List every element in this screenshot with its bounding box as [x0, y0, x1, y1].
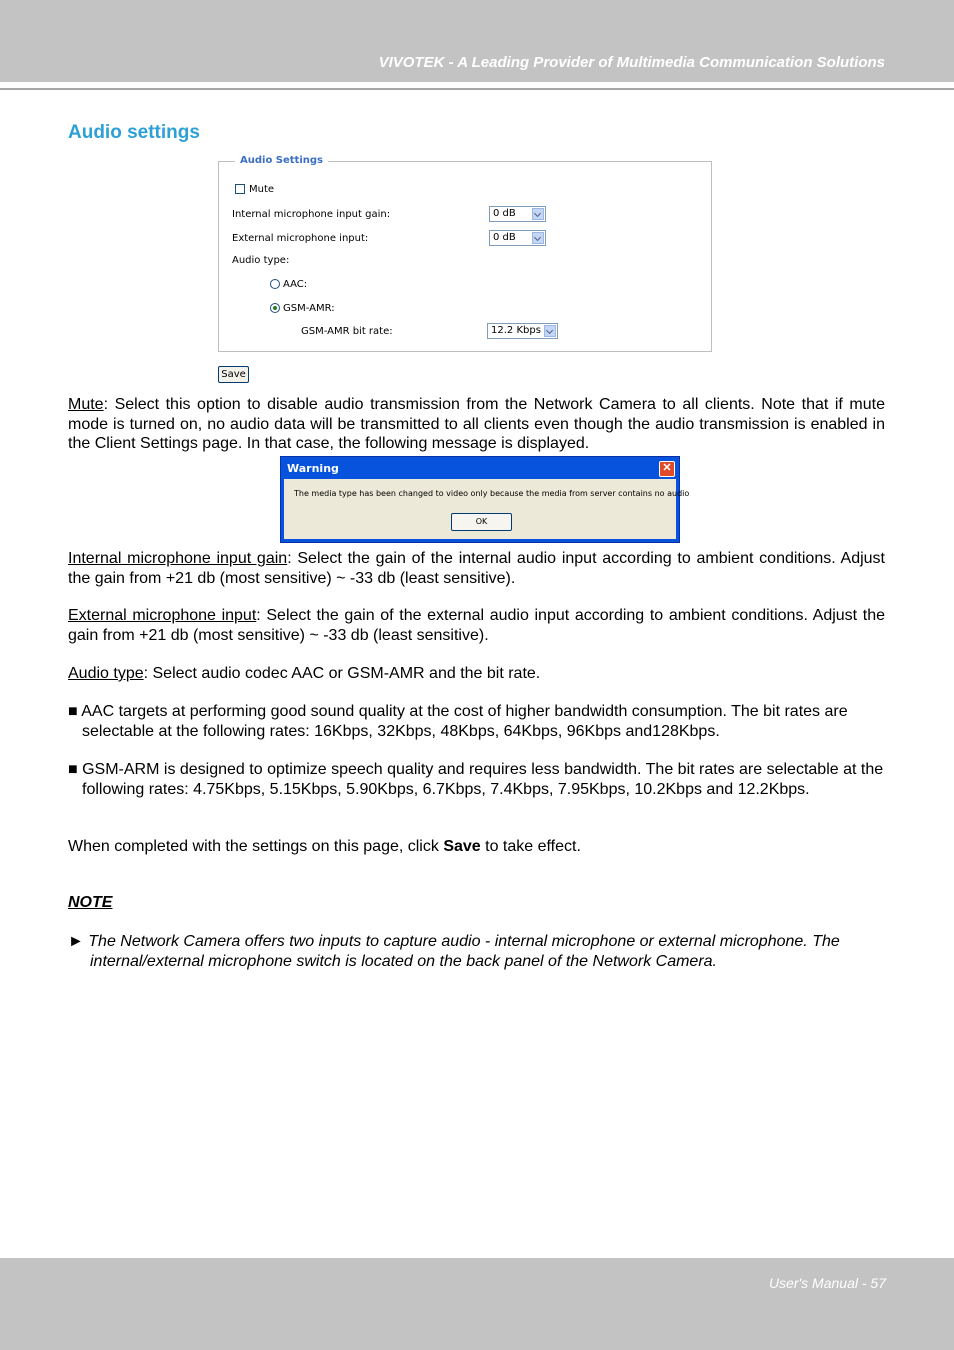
completion-text: [68, 837, 885, 857]
aac-label: AAC:: [283, 279, 308, 290]
mute-row: [235, 184, 274, 195]
gsm-rate-label: GSM-AMR bit rate:: [301, 326, 393, 337]
dialog-message: The media type has been changed to video only because the media from server contains no audio: [294, 489, 690, 498]
save-button[interactable]: Save: [218, 366, 249, 383]
page-number: User's Manual - 57: [768, 1275, 886, 1291]
audio-type-label: Audio type:: [232, 255, 290, 266]
external-gain-description: [68, 606, 885, 645]
note-text: ► The Network Camera offers two inputs to capture audio - internal microphone or external microphone. The internal/external microphone switch is located on the back panel of the Network Camera.: [68, 933, 840, 970]
dialog-title: Warning: [287, 462, 339, 475]
gsm-rate-value: 12.2 Kbps: [491, 325, 541, 336]
chevron-down-icon: [544, 325, 556, 337]
audio-type-description: [68, 664, 885, 684]
dialog-body: [284, 479, 690, 539]
internal-text: : Select the gain of the internal audio input according to ambient conditions. Adjust the gain from +21 db (most sensitive) ~ -33 db (least sensitive).: [68, 550, 886, 587]
mute-term: Mute: [68, 396, 104, 413]
section-title: Audio settings: [68, 122, 200, 143]
audio-settings-panel: [218, 155, 712, 352]
external-term: External microphone input: [68, 607, 257, 624]
audiotype-term: Audio type: [68, 665, 144, 682]
aac-row: [270, 279, 307, 290]
header-rule: [0, 88, 954, 90]
external-gain-select[interactable]: [489, 230, 546, 246]
warning-dialog: [280, 456, 690, 543]
external-gain-label: External microphone input:: [232, 233, 369, 244]
internal-gain-select[interactable]: [489, 206, 546, 222]
audiotype-text: : Select audio codec AAC or GSM-AMR and the bit rate.: [143, 665, 541, 682]
ok-button[interactable]: OK: [451, 513, 512, 531]
internal-gain-value: 0 dB: [493, 208, 516, 219]
external-gain-value: 0 dB: [493, 232, 516, 243]
internal-term: Internal microphone input gain: [68, 550, 288, 567]
note-title: NOTE: [68, 894, 113, 911]
completion-before: When completed with the settings on this page, click: [68, 838, 444, 855]
mute-text: : Select this option to disable audio transmission from the Network Camera to all clients. Note that if mute mode is turned on, no audio data will be transmitted to all clients even though the audio transmission is enabled in the Client Settings page. In that case, the following message is displayed.: [68, 396, 885, 452]
page-footer: [0, 1258, 954, 1350]
gsm-row: [270, 303, 335, 314]
panel-legend: Audio Settings: [235, 155, 328, 166]
save-keyword: Save: [443, 838, 481, 855]
header-title: VIVOTEK - A Leading Provider of Multimedia Communication Solutions: [378, 54, 885, 71]
aac-radio[interactable]: [270, 279, 280, 289]
gsm-rate-select[interactable]: [487, 323, 558, 339]
completion-after: to take effect.: [480, 838, 581, 855]
aac-bullet: ■ AAC targets at performing good sound quality at the cost of higher bandwidth consumption. The bit rates are selectable at the following rates: 16Kbps, 32Kbps, 48Kbps, 64Kbps, 96Kbps and128Kbps.: [68, 703, 848, 740]
mute-label: Mute: [249, 184, 275, 195]
mute-checkbox[interactable]: [235, 184, 245, 194]
gsm-radio[interactable]: [270, 303, 280, 313]
internal-gain-description: [68, 549, 885, 588]
chevron-down-icon: [532, 208, 544, 220]
internal-gain-label: Internal microphone input gain:: [232, 209, 391, 220]
gsm-label: GSM-AMR:: [283, 303, 335, 314]
chevron-down-icon: [532, 232, 544, 244]
external-text: : Select the gain of the external audio input according to ambient conditions. Adjust the gain from +21 db (most sensitive) ~ -33 db (least sensitive).: [68, 607, 885, 644]
close-icon[interactable]: ✕: [659, 461, 675, 477]
mute-description: [68, 395, 885, 454]
gsm-bullet: ■ GSM-ARM is designed to optimize speech quality and requires less bandwidth. The bit rates are selectable at the following rates: 4.75Kbps, 5.15Kbps, 5.90Kbps, 6.7Kbps, 7.4Kbps, 7.95Kbps, 10.2Kbps and 12.2Kbps.: [68, 761, 884, 798]
